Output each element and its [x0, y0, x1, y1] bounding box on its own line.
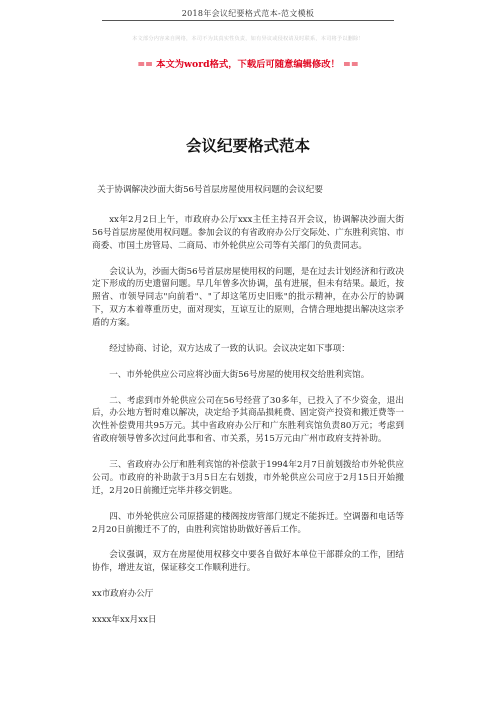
- signature-date: xxxx年xx月xx日: [92, 614, 157, 625]
- body-paragraph: 二、考虑到市外轮供应公司在56号经营了30多年，已投入了不少资金，退出后，办公地方暂时难以解决，决定给予其商品损耗费、固定资产投资和搬迁费等一次性补偿费用共95万元。其中省政府办公厅和广东胜利宾馆负责80万元；考虑到省政府领导曾多次过问此事和省、市关系，另15万元由广州市政府支持补助。: [92, 395, 404, 445]
- body-paragraph: 三、省政府办公厅和胜利宾馆的补偿款于1994年2月7日前划拨给市外轮供应公司。市政府的补助款于3月5日左右划拨，市外轮供应公司应于2月15日开始搬迁，2月20日前搬迁完毕并移交钥匙。: [92, 460, 404, 496]
- body-paragraph: 经过协商、讨论，双方达成了一致的认识。会议决定如下事项：: [109, 343, 350, 354]
- body-paragraph: 四、市外轮供应公司原搭建的楼阁按房管部门规定不能拆迁。空调器和电话等2月20日前搬迁不了的，由胜利宾馆协助做好善后工作。: [92, 511, 404, 535]
- body-paragraph: 会议强调，双方在房屋使用权移交中要各自做好本单位干部群众的工作，团结协作，增进友谊，保证移交工作顺利进行。: [92, 550, 404, 574]
- body-paragraph: 一、市外轮供应公司应将沙面大街56号房屋的使用权交给胜利宾馆。: [109, 369, 370, 380]
- signature-organization: xx市政府办公厅: [92, 589, 154, 600]
- header-divider: [102, 20, 394, 21]
- document-subtitle: 关于协调解决沙面大街56号首层房屋使用权问题的会议纪要: [97, 185, 323, 195]
- body-paragraph: 会议认为，沙面大街56号首层房屋使用权的问题，是在过去计划经济和行政决定下形成的历史遗留问题。早几年曾多次协调，虽有进展，但未有结果。最近，按照省、市领导同志"向前看"、"了却这笔历史旧账"的批示精神，在办公厅的协调下，双方本着尊重历史，面对现实，互谅互让的原则，合情合理地提出解决这宗矛盾的方案。: [92, 266, 404, 329]
- page-header-title: 2018年会议纪要格式范本-范文模板: [181, 9, 315, 18]
- body-paragraph: xx年2月2日上午，市政府办公厅xxx主任主持召开会议，协调解决沙面大街56号首层房屋使用权问题。参加会议的有省政府办公厅交际处、广东胜利宾馆、市商委、市国土房管局、二商局、市外轮供应公司等有关部门的负责同志。: [92, 214, 404, 251]
- document-body: [92, 184, 404, 640]
- disclaimer-text: 本文部分内容来自网络，本司不为其真实性负责，如有异议或侵权请及时联系，本司将予以删除！: [132, 36, 364, 42]
- document-title: 会议纪要格式范本: [185, 136, 310, 155]
- word-format-notice: == 本文为word格式，下载后可随意编辑修改！ ==: [137, 59, 359, 70]
